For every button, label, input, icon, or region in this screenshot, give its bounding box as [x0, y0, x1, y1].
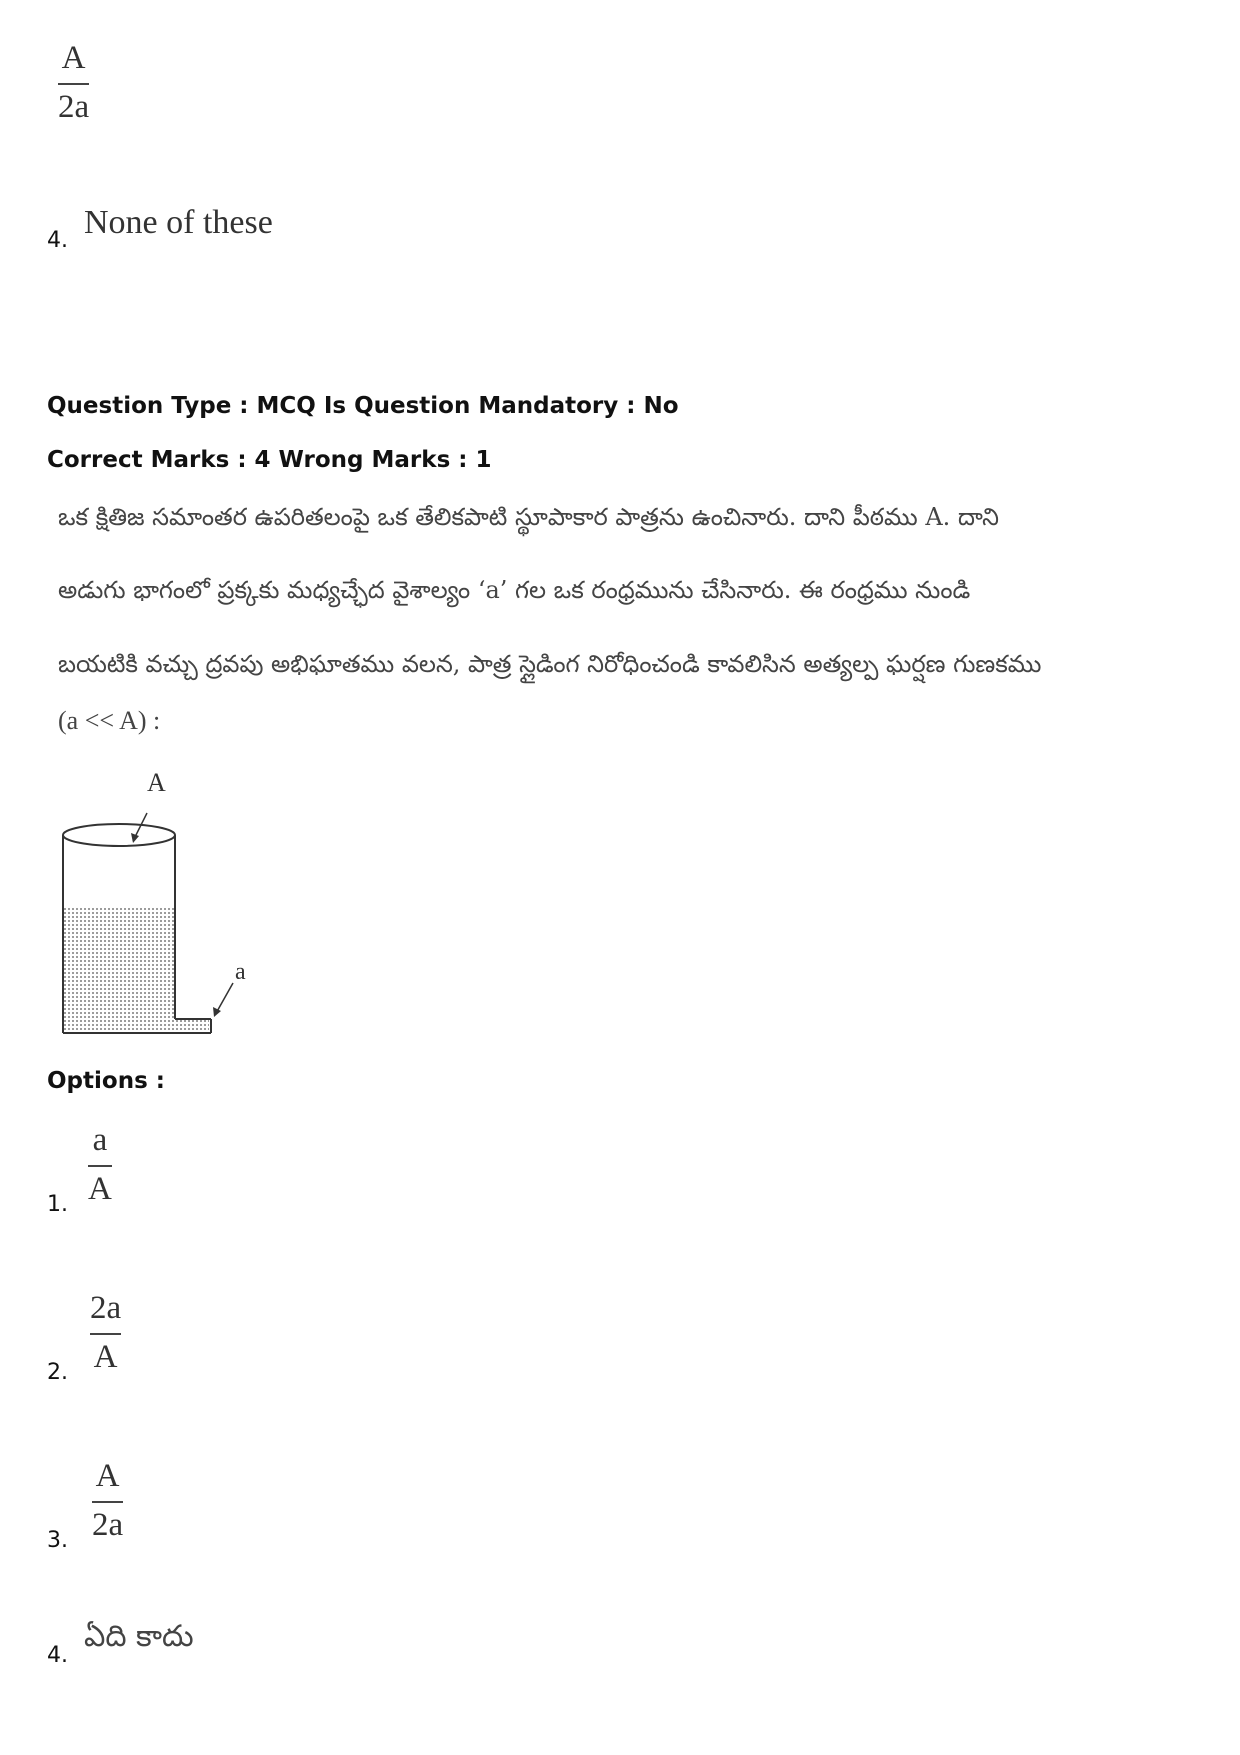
arrow-head-icon [131, 833, 139, 843]
option-2-fraction[interactable] [90, 1292, 121, 1374]
option-4-text[interactable]: ఏది కాదు [84, 1619, 194, 1654]
fraction-denominator: 2a [58, 89, 90, 125]
fraction-denominator: A [93, 1339, 118, 1375]
question-type-line: Question Type : MCQ Is Question Mandatory : No [47, 393, 679, 419]
question-marks-line: Correct Marks : 4 Wrong Marks : 1 [47, 447, 492, 473]
fraction-numerator: A [95, 1458, 120, 1494]
option-3-number: 3. [47, 1528, 68, 1553]
water-fill [63, 907, 175, 1032]
option-1-fraction[interactable] [88, 1124, 112, 1206]
option-1-number: 1. [47, 1192, 68, 1217]
fraction-numerator: A [61, 40, 86, 76]
options-label: Options : [47, 1068, 165, 1094]
question-text-line-3: బయటికి వచ్చు ద్రవపు అభిఘాతము వలన, పాత్ర స్లైడింగ నిరోధించండి కావలిసిన అత్యల్ప ఘర్షణ గుణకము [58, 650, 1042, 678]
fraction-bar [58, 83, 89, 85]
option-4-number: 4. [47, 1643, 68, 1668]
fraction-numerator: 2a [90, 1290, 122, 1326]
fraction-denominator: 2a [92, 1507, 124, 1543]
prev-option-3-fraction [58, 42, 89, 124]
option-2-number: 2. [47, 1360, 68, 1385]
fraction-bar [88, 1165, 112, 1167]
question-text-line-2: అడుగు భాగంలో ప్రక్కకు మధ్యచ్ఛేద వైశాల్యం ‘a’ గల ఒక రంధ్రమును చేసినారు. ఈ రంధ్రము నుండి [58, 576, 971, 604]
question-text-line-1: ఒక క్షితిజ సమాంతర ఉపరితలంపై ఒక తేలికపాటి స్థూపాకార పాత్రను ఉంచినారు. దాని పీఠము A. దాని [58, 503, 999, 531]
vessel-figure [55, 755, 265, 1045]
question-text-line-4: (a << A) : [58, 706, 161, 735]
outlet-water [173, 1019, 209, 1032]
figure-label-A: A [147, 768, 166, 797]
fraction-bar [92, 1501, 123, 1503]
fraction-bar [90, 1333, 121, 1335]
prev-option-4-number: 4. [47, 228, 68, 253]
fraction-numerator: a [92, 1122, 108, 1158]
fraction-denominator: A [88, 1171, 112, 1207]
prev-option-4-text: None of these [84, 204, 273, 241]
option-3-fraction[interactable] [92, 1460, 123, 1542]
figure-label-a: a [235, 959, 246, 985]
vessel-rim [63, 824, 175, 846]
arrow-head-icon [213, 1007, 221, 1017]
